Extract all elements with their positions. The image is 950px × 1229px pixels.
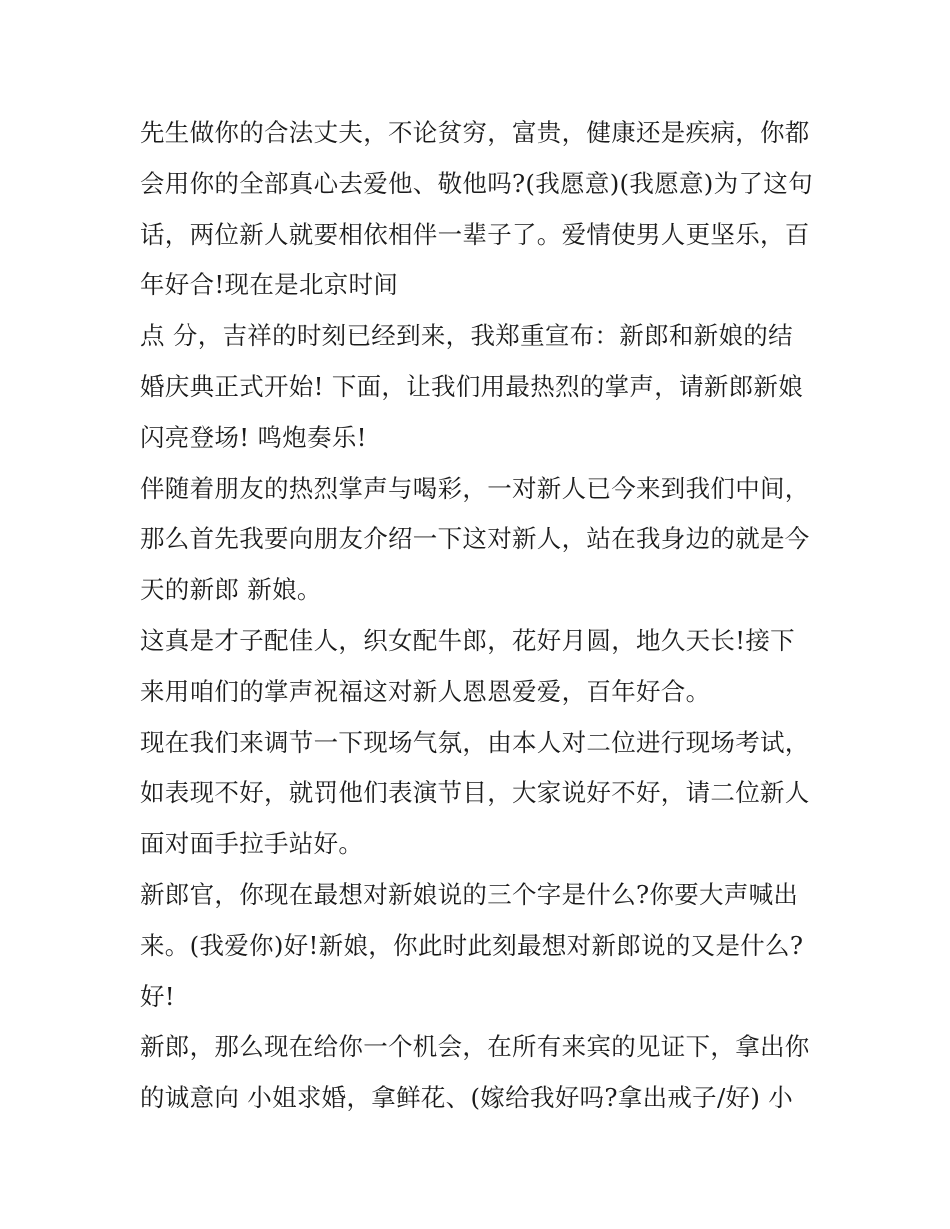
text-line: 话，两位新人就要相依相伴一辈子了。爱情使男人更坚乐，百 xyxy=(140,219,810,249)
text-line: 来用咱们的掌声祝福这对新人恩恩爱爱，百年好合。 xyxy=(140,676,711,706)
text-line: 新郎官，你现在最想对新娘说的三个字是什么?你要大声喊出 xyxy=(140,879,799,909)
text-line: 天的新郎 新娘。 xyxy=(140,575,322,605)
text-line: 先生做你的合法丈夫，不论贫穷，富贵，健康还是疾病，你都 xyxy=(140,118,810,147)
text-line: 那么首先我要向朋友介绍一下这对新人，站在我身边的就是今 xyxy=(140,524,810,554)
text-line: 的诚意向 小姐求婚，拿鲜花、(嫁给我好吗?拿出戒子/好) 小 xyxy=(140,1083,794,1113)
text-line: 如表现不好，就罚他们表演节目，大家说好不好，请二位新人 xyxy=(140,778,810,808)
text-line: 面对面手拉手站好。 xyxy=(140,829,364,859)
text-line: 闪亮登场! 鸣炮奏乐! xyxy=(140,422,367,452)
text-line: 伴随着朋友的热烈掌声与喝彩，一对新人已今来到我们中间， xyxy=(140,473,810,503)
text-line: 来。(我爱你)好!新娘，你此时此刻最想对新郎说的又是什么? xyxy=(140,930,804,960)
text-line: 现在我们来调节一下现场气氛，由本人对二位进行现场考试， xyxy=(140,727,810,757)
text-line: 会用你的全部真心去爱他、敬他吗?(我愿意)(我愿意)为了这句 xyxy=(140,168,813,198)
text-line: 年好合!现在是北京时间 xyxy=(140,270,399,300)
text-line: 好! xyxy=(140,981,175,1011)
text-line: 新郎，那么现在给你一个机会，在所有来宾的见证下，拿出你 xyxy=(140,1032,810,1062)
text-line: 婚庆典正式开始! 下面，让我们用最热烈的掌声，请新郎新娘 xyxy=(140,371,804,401)
text-line: 这真是才子配佳人，织女配牛郎，花好月圆，地久天长!接下 xyxy=(140,625,795,655)
body-text xyxy=(140,108,820,1124)
text-line: 点 分，吉祥的时刻已经到来，我郑重宣布：新郎和新娘的结 xyxy=(140,321,793,351)
